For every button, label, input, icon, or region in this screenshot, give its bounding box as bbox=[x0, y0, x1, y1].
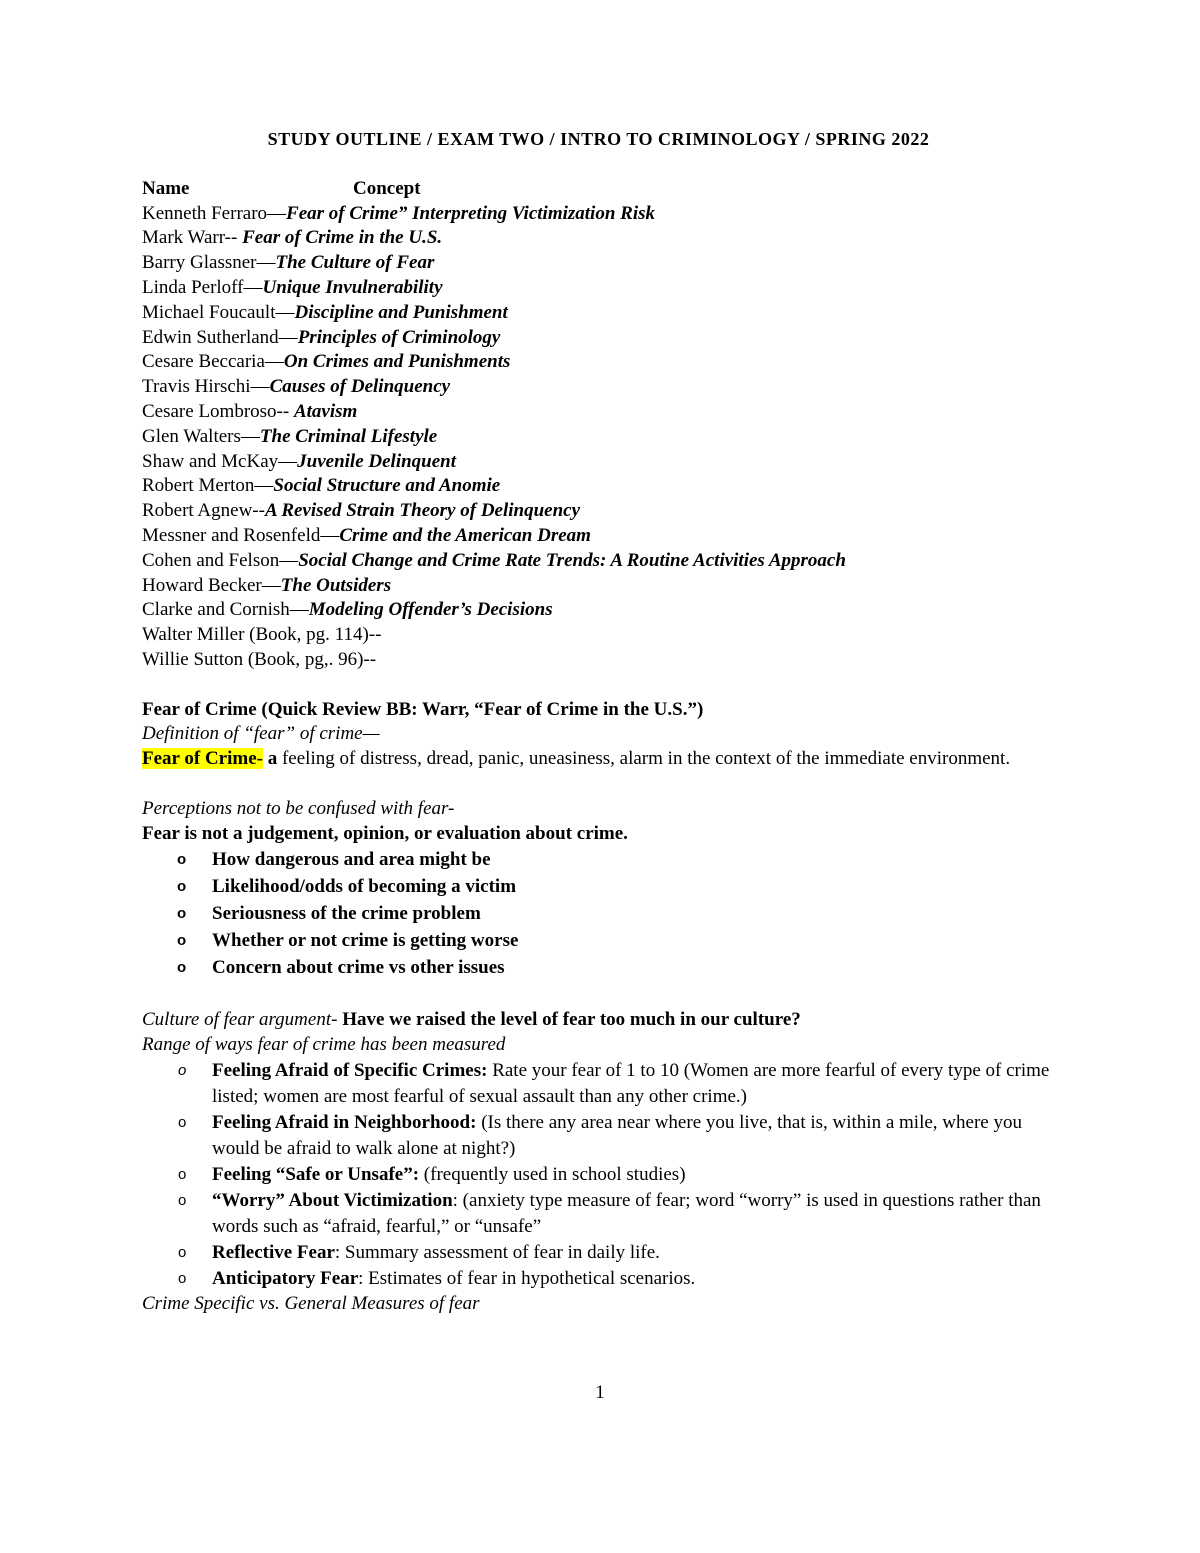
header-name: Name bbox=[142, 177, 190, 199]
bullet-icon: o bbox=[178, 1165, 187, 1183]
people-list bbox=[142, 202, 1062, 673]
list-item: Messner and Rosenfeld—Crime and the American Dream bbox=[142, 524, 591, 546]
list-item: o How dangerous and area might be bbox=[212, 846, 1062, 873]
document-title: STUDY OUTLINE / EXAM TWO / INTRO TO CRIMINOLOGY / SPRING 2022 bbox=[267, 129, 930, 149]
not-judgement-statement: Fear is not a judgement, opinion, or evaluation about crime. bbox=[142, 822, 628, 844]
highlighted-term: Fear of Crime- bbox=[142, 748, 263, 770]
bullet-icon: o bbox=[177, 959, 187, 977]
closing-line: Crime Specific vs. General Measures of fear bbox=[142, 1292, 480, 1314]
list-item: o Concern about crime vs other issues bbox=[212, 954, 1062, 981]
list-item: Travis Hirschi—Causes of Delinquency bbox=[142, 376, 451, 398]
list-item: Cohen and Felson—Social Change and Crime Rate Trends: A Routine Activities Approach bbox=[142, 549, 846, 571]
list-item: Cesare Beccaria—On Crimes and Punishments bbox=[142, 351, 511, 373]
list-item: o Likelihood/odds of becoming a victim bbox=[212, 873, 1062, 900]
bullet-icon: o bbox=[178, 1061, 187, 1079]
table-header bbox=[142, 177, 1062, 202]
list-item: Glen Walters—The Criminal Lifestyle bbox=[142, 425, 438, 447]
bullet-icon: o bbox=[178, 1113, 187, 1131]
bullet-icon: o bbox=[178, 1243, 187, 1261]
bullet-icon: o bbox=[177, 851, 187, 869]
list-item: Edwin Sutherland—Principles of Criminology bbox=[142, 326, 501, 348]
bullet-icon: o bbox=[177, 878, 187, 896]
list-item: o Whether or not crime is getting worse bbox=[212, 927, 1062, 954]
list-item: Robert Agnew--A Revised Strain Theory of Delinquency bbox=[142, 500, 581, 522]
list-item: o Feeling “Safe or Unsafe”: (frequently used in school studies) bbox=[212, 1162, 1062, 1188]
list-item: Robert Merton—Social Structure and Anomie bbox=[142, 475, 501, 497]
culture-of-fear-line: Culture of fear argument- Have we raised the level of fear too much in our culture? bbox=[142, 1009, 801, 1031]
header-concept: Concept bbox=[353, 177, 421, 199]
perceptions-label: Perceptions not to be confused with fear- bbox=[142, 797, 455, 819]
list-item: Howard Becker—The Outsiders bbox=[142, 574, 392, 596]
list-item: Walter Miller (Book, pg. 114)-- bbox=[142, 624, 382, 646]
range-label: Range of ways fear of crime has been measured bbox=[142, 1034, 506, 1056]
list-item: Barry Glassner—The Culture of Fear bbox=[142, 252, 435, 274]
perceptions-list bbox=[142, 846, 1062, 981]
list-item: Shaw and McKay—Juvenile Delinquent bbox=[142, 450, 457, 472]
list-item: o Feeling Afraid of Specific Crimes: Rate your fear of 1 to 10 (Women are more fearful of every type of crime listed; women are most fearful of sexual assault than any other crime.) bbox=[178, 1059, 1050, 1107]
list-item: o Seriousness of the crime problem bbox=[212, 900, 1062, 927]
definition-paragraph: Fear of Crime- a feeling of distress, dread, panic, uneasiness, alarm in the context of the immediate environment. bbox=[142, 748, 1011, 770]
fear-section-heading: Fear of Crime (Quick Review BB: Warr, “Fear of Crime in the U.S.”) bbox=[142, 698, 704, 720]
bullet-icon: o bbox=[177, 905, 187, 923]
document-body bbox=[142, 127, 1062, 1317]
definition-label: Definition of “fear” of crime— bbox=[142, 723, 380, 745]
list-item: Clarke and Cornish—Modeling Offender’s Decisions bbox=[142, 599, 553, 621]
bullet-icon: o bbox=[178, 1269, 187, 1287]
measures-list bbox=[142, 1058, 1062, 1292]
list-item: Michael Foucault—Discipline and Punishment bbox=[142, 301, 508, 323]
list-item: Willie Sutton (Book, pg,. 96)-- bbox=[142, 648, 377, 670]
list-item: o “Worry” About Victimization: (anxiety type measure of fear; word “worry” is used in questions rather than words such as “afraid, fearful,” or “unsafe” bbox=[178, 1189, 1041, 1237]
list-item: o Reflective Fear: Summary assessment of fear in daily life. bbox=[212, 1240, 1062, 1266]
list-item: Mark Warr-- Fear of Crime in the U.S. bbox=[142, 227, 443, 249]
list-item: Kenneth Ferraro—Fear of Crime” Interpreting Victimization Risk bbox=[142, 202, 656, 224]
bullet-icon: o bbox=[178, 1191, 187, 1209]
list-item: Cesare Lombroso-- Atavism bbox=[142, 400, 358, 422]
page-number: 1 bbox=[595, 1382, 605, 1403]
list-item: Linda Perloff—Unique Invulnerability bbox=[142, 276, 443, 298]
list-item: o Feeling Afraid in Neighborhood: (Is there any area near where you live, that is, within a mile, where you would be afraid to walk alone at night?) bbox=[178, 1111, 1022, 1159]
bullet-icon: o bbox=[177, 932, 187, 950]
list-item: o Anticipatory Fear: Estimates of fear in hypothetical scenarios. bbox=[212, 1266, 1062, 1292]
